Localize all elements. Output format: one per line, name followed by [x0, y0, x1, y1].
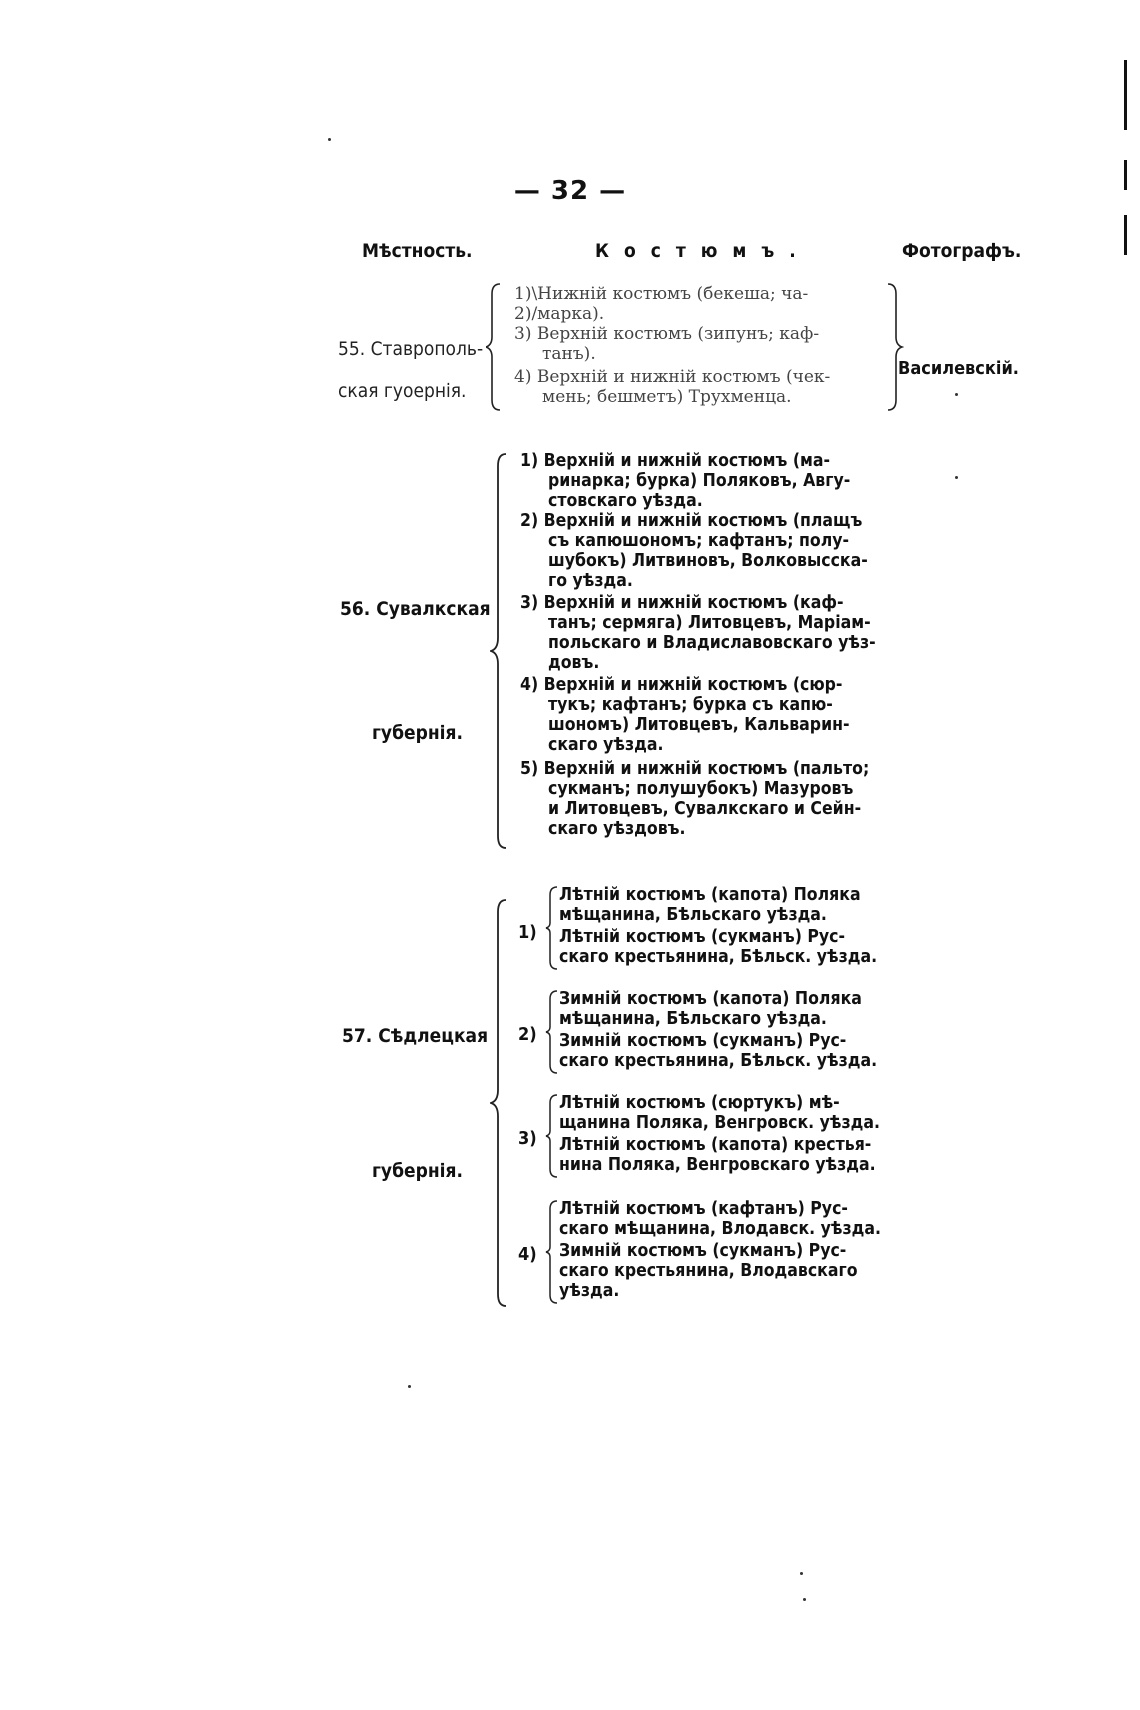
- entry-57-group-1-line-1: Лѣтній костюмъ (капота) Поляка: [559, 885, 861, 905]
- entry-56-line-17: сукманъ; полушубокъ) Мазуровъ: [548, 779, 854, 799]
- entry-55-line-3: 3) Верхній костюмъ (зипунъ; каф-: [514, 324, 820, 344]
- entry-56-line-8: 3) Верхній и нижній костюмъ (каф-: [520, 593, 844, 613]
- entry-57-group-2-line-3: Зимній костюмъ (сукманъ) Рус-: [559, 1031, 847, 1051]
- entry-57-group-3-line-3: Лѣтній костюмъ (капота) крестья-: [559, 1135, 872, 1155]
- entry-57-group-4-line-1: Лѣтній костюмъ (кафтанъ) Рус-: [559, 1199, 848, 1219]
- locality-57-line2: губернія.: [372, 1160, 463, 1182]
- entry-57-group-4-number: 4): [518, 1244, 537, 1265]
- entry-55-line-6: мень; бешметъ) Трухменца.: [542, 387, 792, 407]
- scan-speck: [800, 1572, 803, 1575]
- entry-57-group-1-line-2: мѣщанина, Бѣльскаго уѣзда.: [559, 905, 827, 925]
- entry-56-line-6: шубокъ) Литвиновъ, Волковысска-: [548, 551, 868, 571]
- entry-57-group-1-number: 1): [518, 922, 537, 943]
- brace-56: [490, 452, 512, 850]
- header-costume: Костюмъ.: [595, 240, 811, 262]
- entry-56-line-7: го уѣзда.: [548, 571, 633, 591]
- page-edge-mark: [1124, 60, 1127, 130]
- entry-57-group-1-line-4: скаго крестьянина, Бѣльск. уѣзда.: [559, 947, 878, 967]
- brace-57-group-4: [545, 1199, 559, 1305]
- page-edge-mark: [1124, 160, 1127, 190]
- entry-55-line-1: 1)\Нижній костюмъ (бекеша; ча-: [514, 284, 809, 304]
- scan-speck: [955, 393, 958, 396]
- scan-speck: [955, 476, 958, 479]
- entry-56-line-5: съ капюшономъ; кафтанъ; полу-: [548, 531, 850, 551]
- header-locality: Мѣстность.: [362, 240, 473, 262]
- entry-56-line-2: ринарка; бурка) Поляковъ, Авгу-: [548, 471, 851, 491]
- entry-57-group-4-line-5: уѣзда.: [559, 1281, 620, 1301]
- entry-57-group-4-line-2: скаго мѣщанина, Влодавск. уѣзда.: [559, 1219, 881, 1239]
- locality-56-line1: 56. Сувалкская: [340, 598, 491, 620]
- entry-55-line-5: 4) Верхній и нижній костюмъ (чек-: [514, 367, 831, 387]
- entry-56-line-11: довъ.: [548, 653, 600, 673]
- entry-57-group-3-line-2: щанина Поляка, Венгровск. уѣзда.: [559, 1113, 880, 1133]
- brace-55-left: [486, 282, 506, 412]
- entry-56-line-1: 1) Верхній и нижній костюмъ (ма-: [520, 451, 831, 471]
- entry-56-line-16: 5) Верхній и нижній костюмъ (пальто;: [520, 759, 870, 779]
- entry-56-line-18: и Литовцевъ, Сувалкскаго и Сейн-: [548, 799, 862, 819]
- entry-57-group-3-line-1: Лѣтній костюмъ (сюртукъ) мѣ-: [559, 1093, 840, 1113]
- entry-57-group-4-line-3: Зимній костюмъ (сукманъ) Рус-: [559, 1241, 847, 1261]
- entry-56-line-13: тукъ; кафтанъ; бурка съ капю-: [548, 695, 833, 715]
- scan-speck: [408, 1385, 411, 1388]
- entry-57-group-2-number: 2): [518, 1024, 537, 1045]
- entry-57-group-3-line-4: нина Поляка, Венгровскаго уѣзда.: [559, 1155, 876, 1175]
- scan-speck: [803, 1598, 806, 1601]
- entry-56-line-19: скаго уѣздовъ.: [548, 819, 686, 839]
- entry-56-line-12: 4) Верхній и нижній костюмъ (сюр-: [520, 675, 843, 695]
- locality-55-line1: 55. Ставрополь-: [338, 338, 484, 360]
- brace-55-right: [884, 282, 904, 412]
- locality-55-line2: ская гуоернія.: [338, 380, 467, 402]
- entry-57-group-1-line-3: Лѣтній костюмъ (сукманъ) Рус-: [559, 927, 846, 947]
- entry-56-line-10: польскаго и Владиславовскаго уѣз-: [548, 633, 876, 653]
- entry-55-line-2: 2)/марка).: [514, 304, 605, 324]
- entry-56-line-15: скаго уѣзда.: [548, 735, 664, 755]
- brace-57-group-2: [545, 989, 559, 1075]
- brace-57: [490, 898, 512, 1308]
- entry-57-group-2-line-4: скаго крестьянина, Бѣльск. уѣзда.: [559, 1051, 878, 1071]
- entry-56-line-14: шономъ) Литовцевъ, Кальварин-: [548, 715, 850, 735]
- header-photographer: Фотографъ.: [902, 240, 1022, 262]
- page-edge-mark: [1124, 215, 1127, 255]
- page-number: — 32 —: [513, 176, 627, 206]
- entry-56-line-9: танъ; сермяга) Литовцевъ, Маріам-: [548, 613, 871, 633]
- locality-56-line2: губернія.: [372, 722, 463, 744]
- scan-speck: [328, 138, 331, 141]
- brace-57-group-3: [545, 1093, 559, 1179]
- entry-57-group-3-number: 3): [518, 1128, 537, 1149]
- entry-57-group-4-line-4: скаго крестьянина, Влодавскаго: [559, 1261, 858, 1281]
- entry-56-line-4: 2) Верхній и нижній костюмъ (плащъ: [520, 511, 863, 531]
- locality-57-line1: 57. Сѣдлецкая: [342, 1025, 489, 1047]
- entry-57-group-2-line-2: мѣщанина, Бѣльскаго уѣзда.: [559, 1009, 827, 1029]
- entry-56-line-3: стовскаго уѣзда.: [548, 491, 703, 511]
- entry-57-group-2-line-1: Зимній костюмъ (капота) Поляка: [559, 989, 862, 1009]
- entry-55-line-4: танъ).: [542, 344, 596, 364]
- photographer-55: Василевскій.: [898, 358, 1019, 379]
- brace-57-group-1: [545, 885, 559, 971]
